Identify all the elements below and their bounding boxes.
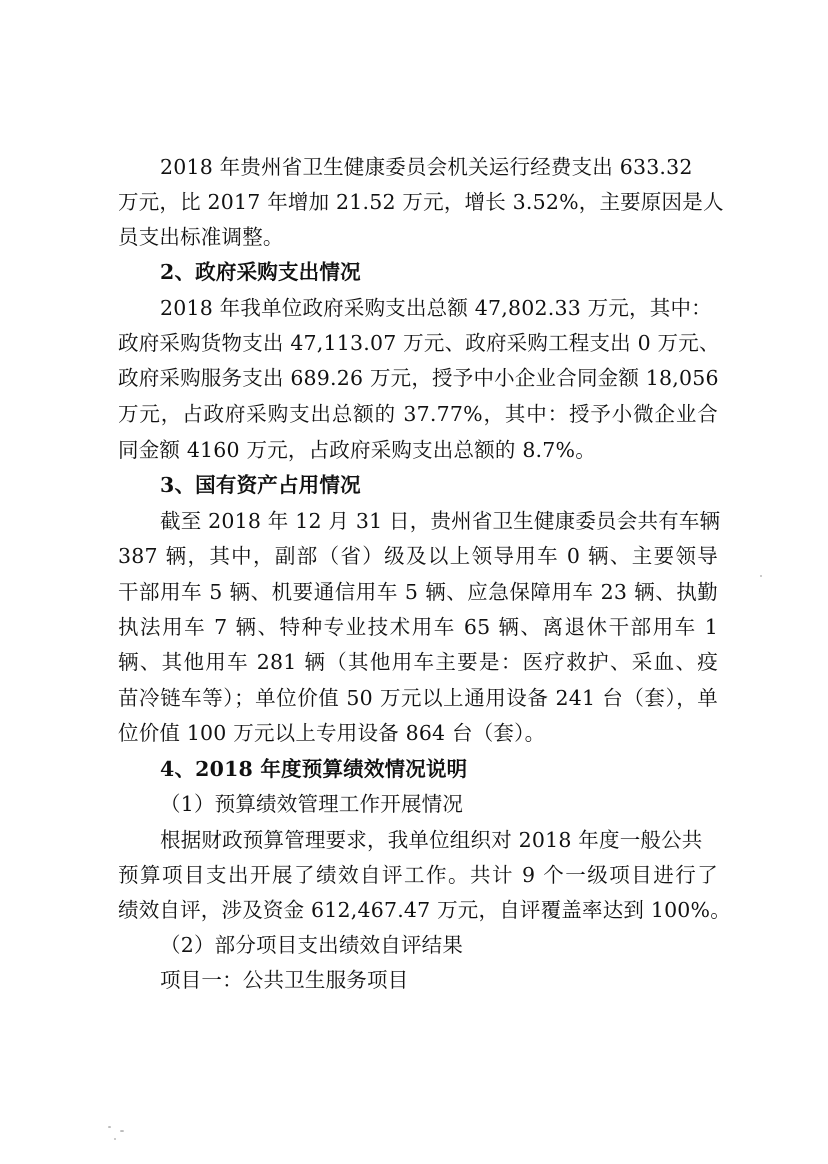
subsection-heading: （1）预算绩效管理工作开展情况 [160,792,464,816]
paragraph-line: 执法用车 7 辆、特种专业技术用车 65 辆、离退休干部用车 1 [118,615,718,639]
section-heading: 2、政府采购支出情况 [160,260,361,284]
paragraph-line: 辆、其他用车 281 辆（其他用车主要是：医疗救护、采血、疫 [118,650,718,674]
paragraph-line: 万元，比 2017 年增加 21.52 万元，增长 3.52%，主要原因是人 [118,190,724,214]
paragraph-line: 员支出标准调整。 [118,225,284,249]
scan-speck [760,575,762,577]
paragraph-line: 万元，占政府采购支出总额的 37.77%，其中：授予小微企业合 [118,402,718,426]
scan-speck [120,1130,124,1132]
paragraph-line: 位价值 100 万元以上专用设备 864 台（套）。 [118,721,546,745]
paragraph-line: 根据财政预算管理要求，我单位组织对 2018 年度一般公共 [160,828,703,852]
paragraph-line: 截至 2018 年 12 月 31 日，贵州省卫生健康委员会共有车辆 [160,509,721,533]
section-heading: 4、2018 年度预算绩效情况说明 [160,757,468,781]
paragraph-line: 干部用车 5 辆、机要通信用车 5 辆、应急保障用车 23 辆、执勤 [118,580,718,604]
paragraph-line: 同金额 4160 万元，占政府采购支出总额的 8.7%。 [118,438,596,462]
paragraph-line: 项目一：公共卫生服务项目 [160,968,409,992]
paragraph-line: 387 辆，其中，副部（省）级及以上领导用车 0 辆、主要领导 [118,544,718,568]
paragraph-line: 政府采购服务支出 689.26 万元，授予中小企业合同金额 18,056 [118,366,719,390]
paragraph-line: 2018 年贵州省卫生健康委员会机关运行经费支出 633.32 [160,155,693,179]
paragraph-line: 2018 年我单位政府采购支出总额 47,802.33 万元，其中： [160,296,712,320]
scan-speck [114,1138,116,1140]
paragraph-line: 苗冷链车等）；单位价值 50 万元以上通用设备 241 台（套），单 [118,686,718,710]
subsection-heading: （2）部分项目支出绩效自评结果 [160,933,464,957]
paragraph-line: 绩效自评，涉及资金 612,467.47 万元，自评覆盖率达到 100%。 [118,898,731,922]
paragraph-line: 政府采购货物支出 47,113.07 万元、政府采购工程支出 0 万元、 [118,331,720,355]
scan-speck [108,1126,111,1128]
paragraph-line: 预算项目支出开展了绩效自评工作。共计 9 个一级项目进行了 [118,863,718,887]
section-heading: 3、国有资产占用情况 [160,473,361,497]
